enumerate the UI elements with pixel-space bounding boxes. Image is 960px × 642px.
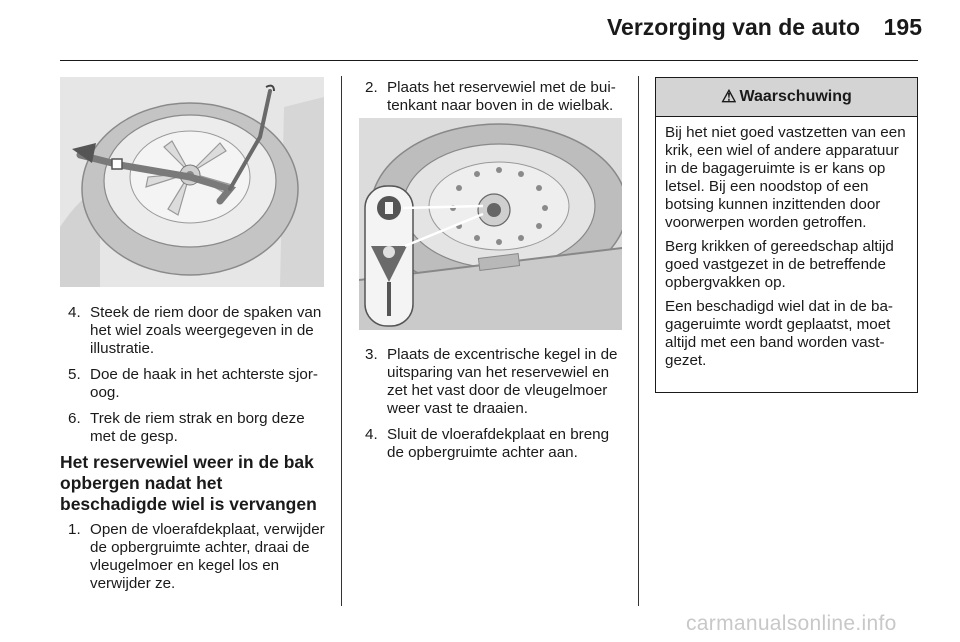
- step-text: Trek de riem strak en borg deze met de gesp.: [90, 410, 305, 445]
- step-number: 4.: [68, 304, 81, 321]
- spare-wheel-strap-illustration: [60, 77, 324, 287]
- warning-body: [656, 117, 917, 370]
- page-number: 195: [883, 14, 922, 40]
- header-rule: [60, 60, 918, 61]
- list-item: [361, 79, 626, 115]
- warning-triangle-icon: ⚠: [721, 87, 737, 106]
- warning-header: [656, 78, 917, 117]
- page-header-title: Verzorging van de auto: [606, 14, 860, 40]
- column-divider-left: [341, 76, 342, 606]
- warning-paragraph: Een beschadigd wiel dat in de bagageruimte wordt geplaatst, moet altijd met een band worden vastgezet.: [665, 298, 893, 369]
- steps-list-col2-bottom: [361, 346, 626, 470]
- list-item: [64, 521, 326, 593]
- list-item: [64, 304, 326, 358]
- list-item: [361, 346, 626, 418]
- warning-title: Waarschuwing: [739, 88, 852, 105]
- watermark: carmanualsonline.info: [686, 612, 897, 635]
- step-number: 6.: [68, 410, 81, 427]
- list-item: [361, 426, 626, 462]
- warning-box: [655, 77, 918, 393]
- warning-paragraph: Bij het niet goed vastzetten van een krik, een wiel of andere apparatuur in de bagageruimte is er kans op letsel. Bij een noodstop of een botsing kunnen inzittenden door voorwerpen worden getroffen.: [665, 124, 906, 231]
- steps-list-col1-b: [64, 521, 326, 601]
- spare-wheel-well-illustration: [359, 118, 622, 330]
- step-number: 4.: [365, 426, 378, 443]
- step-number: 1.: [68, 521, 81, 538]
- list-item: [64, 410, 326, 446]
- column-divider-right: [638, 76, 639, 606]
- step-text: Open de vloerafdekplaat, verwijder de opbergruimte achter, draai de vleugelmoer en kegel los en verwijder ze.: [90, 521, 325, 592]
- step-text: Steek de riem door de spaken van het wiel zoals weergegeven in de illustratie.: [90, 304, 322, 357]
- step-number: 3.: [365, 346, 378, 363]
- step-number: 5.: [68, 366, 81, 383]
- step-number: 2.: [365, 79, 378, 96]
- steps-list-col2-top: [361, 79, 626, 123]
- steps-list-col1: [64, 304, 326, 454]
- step-text: Plaats de excentrische kegel in de uitsparing van het reservewiel en zet het vast door de vleugelmoer weer vast te draaien.: [387, 346, 618, 417]
- warning-paragraph: Berg krikken of gereedschap altijd goed vastgezet in de betreffende opbergvakken op.: [665, 238, 894, 291]
- step-text: Sluit de vloerafdekplaat en breng de opbergruimte achter aan.: [387, 426, 610, 461]
- step-text: Plaats het reservewiel met de buitenkant naar boven in de wielbak.: [387, 79, 616, 114]
- step-text: Doe de haak in het achterste sjoroog.: [90, 366, 318, 401]
- section-heading: Het reservewiel weer in de bak opbergen nadat het beschadigde wiel is vervangen: [60, 452, 317, 514]
- list-item: [64, 366, 326, 402]
